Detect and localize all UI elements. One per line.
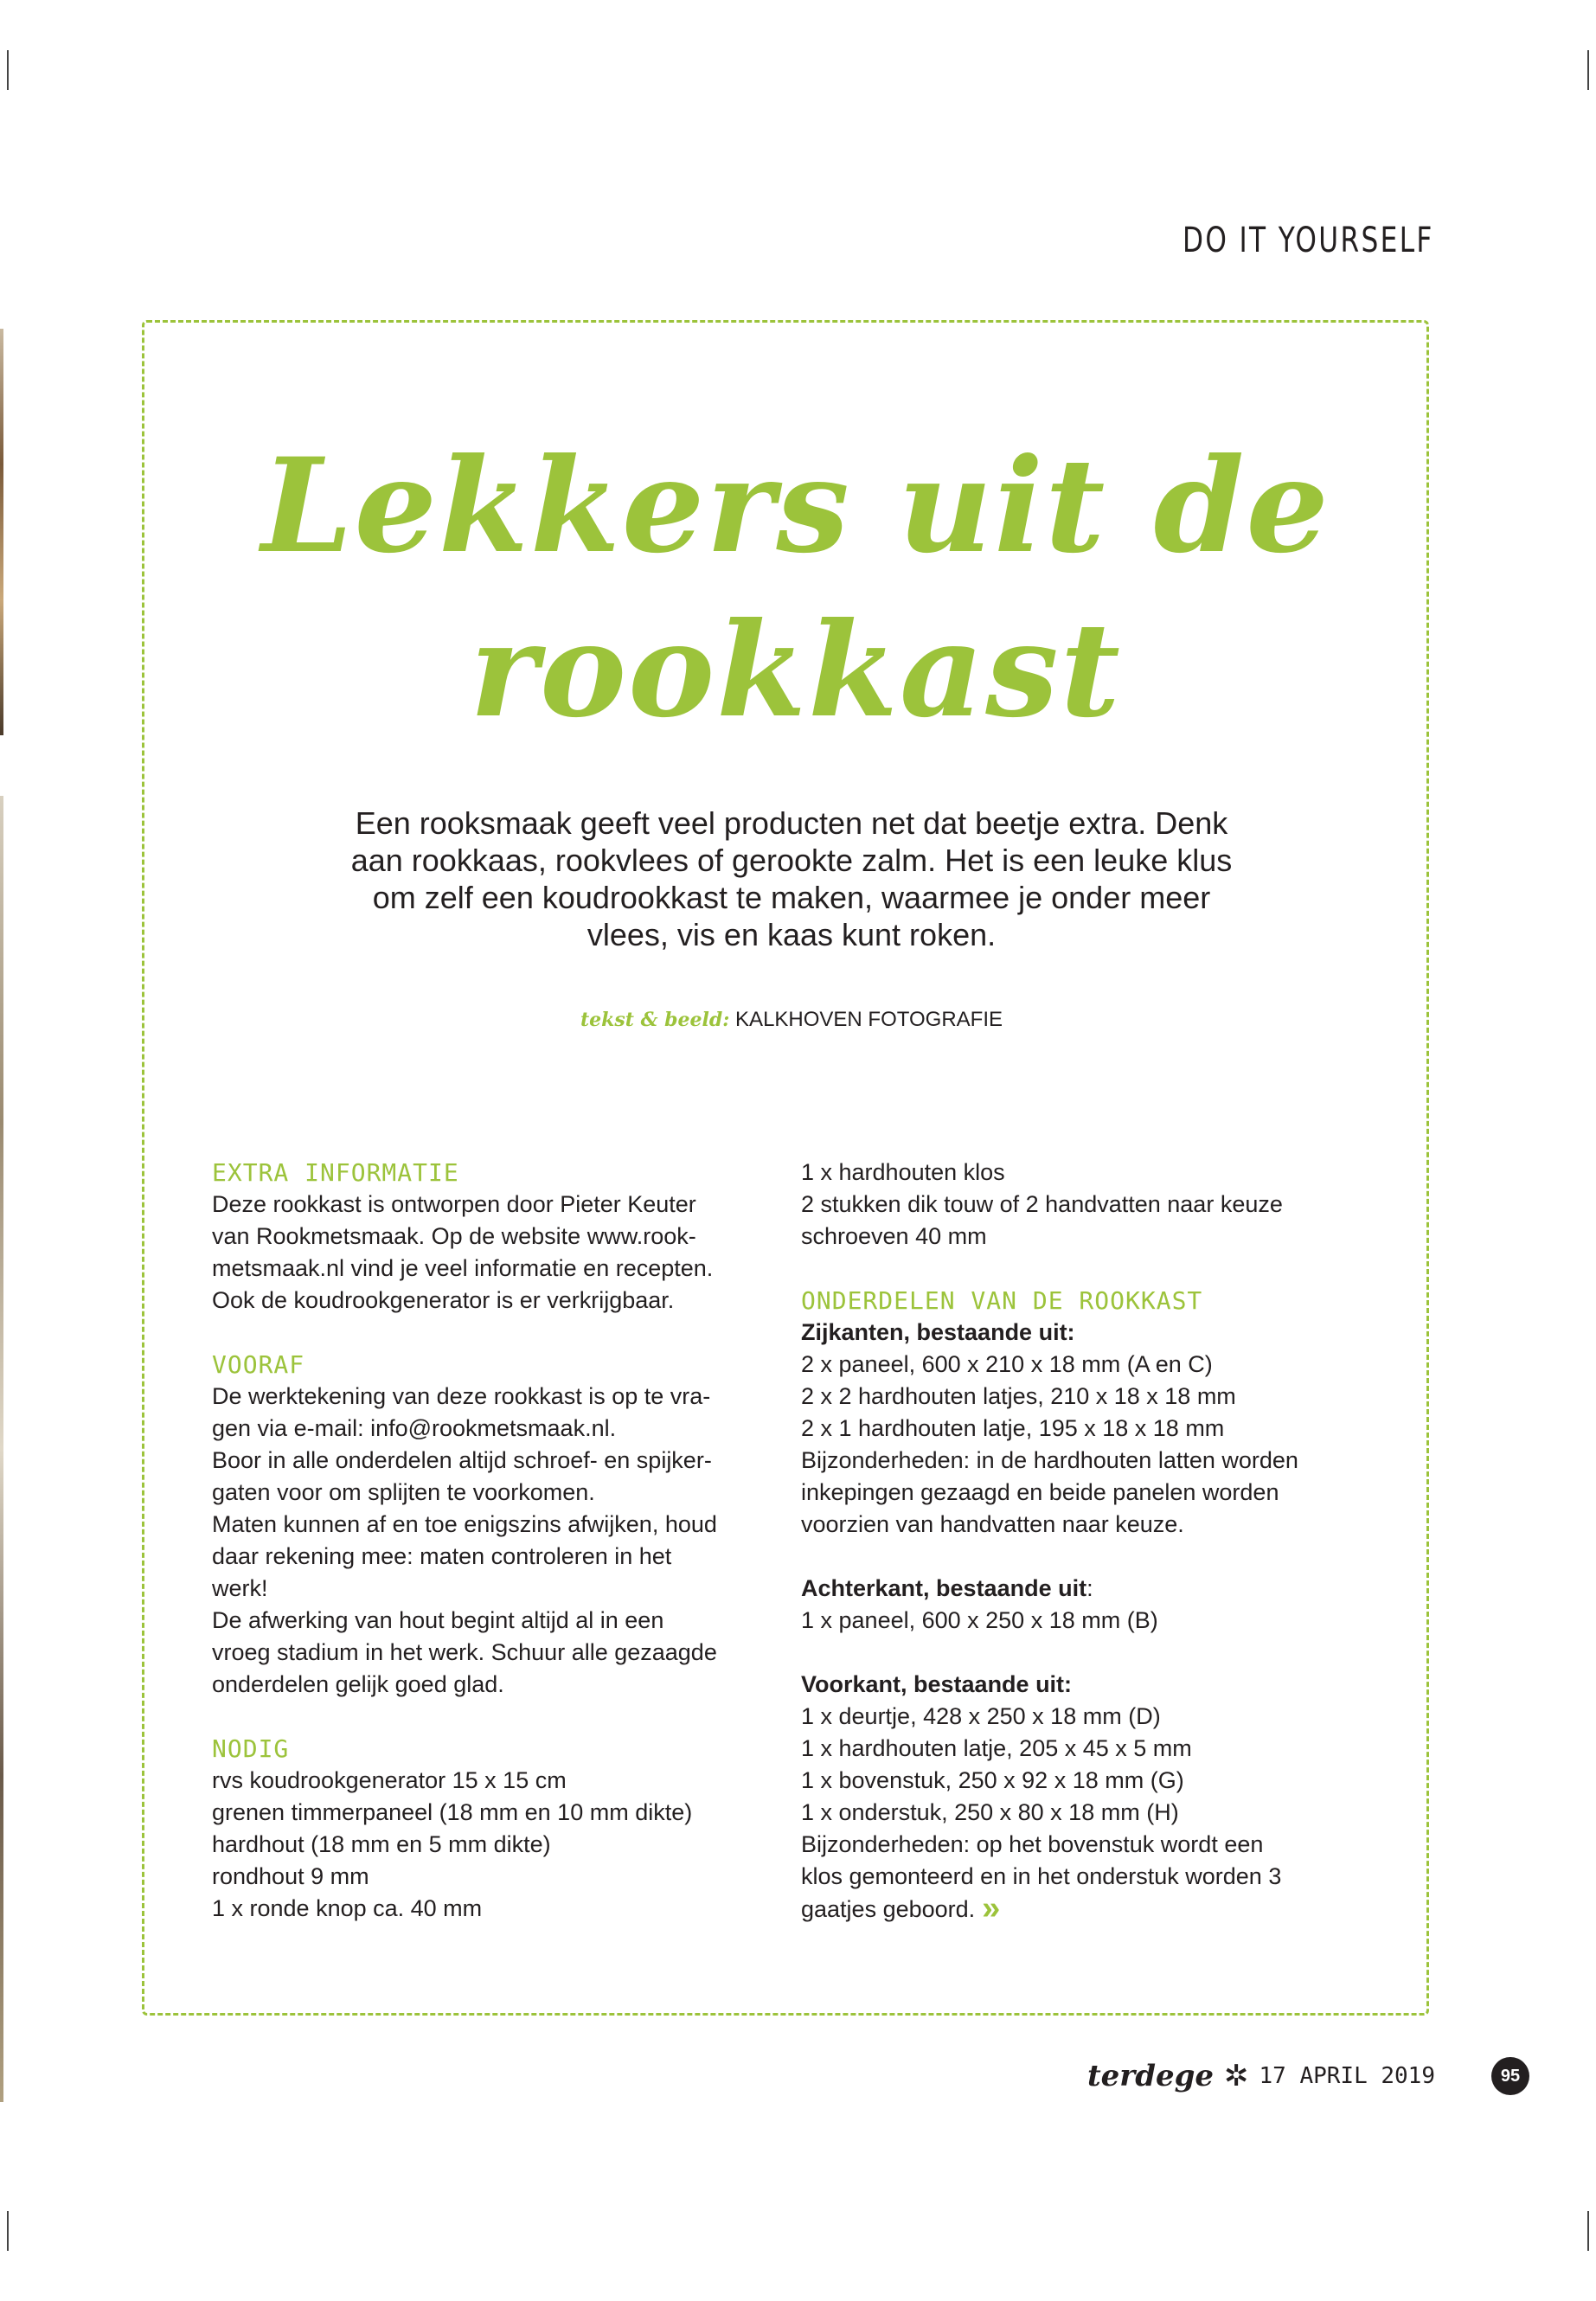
body-line: De werktekening van deze rookkast is op te vra-: [212, 1383, 711, 1409]
subheading-achterkant: [801, 1573, 1363, 1605]
subheading-zijkanten: Zijkanten, bestaande uit:: [801, 1319, 1075, 1345]
page-title: [216, 424, 1375, 753]
body-line: gen via e-mail: info@rookmetsmaak.nl.: [212, 1415, 617, 1441]
magazine-brand: terdege: [1086, 2059, 1214, 2093]
body-line: werk!: [212, 1575, 268, 1601]
list-item: 1 x hardhouten klos: [801, 1159, 1005, 1185]
crop-mark-bottom-left: [7, 2211, 9, 2251]
body-line: Maten kunnen af en toe enigszins afwijken, houd: [212, 1511, 717, 1537]
intro-paragraph: Een rooksmaak geeft veel producten net dat beetje extra. Denk aan rookkaas, rookvlees of gerookte zalm. Het is een leuke klus om zelf een koudrookkast te maken, waarmee je onder meer vlees, vis en kaas kunt roken.: [350, 805, 1233, 952]
star-separator-icon: ✲: [1224, 2060, 1249, 2093]
continue-arrow-icon: »: [982, 1890, 996, 1926]
list-item: Bijzonderheden: in de hardhouten latten worden: [801, 1447, 1298, 1473]
list-item: hardhout (18 mm en 5 mm dikte): [212, 1831, 551, 1857]
body-line: metsmaak.nl vind je veel informatie en recepten.: [212, 1255, 714, 1281]
list-item: 2 x paneel, 600 x 210 x 18 mm (A en C): [801, 1351, 1213, 1377]
heading-extra-informatie: EXTRA INFORMATIE: [212, 1158, 459, 1187]
list-item: 1 x bovenstuk, 250 x 92 x 18 mm (G): [801, 1767, 1184, 1793]
body-line: daar rekening mee: maten controleren in het: [212, 1543, 672, 1569]
body-line: Boor in alle onderdelen altijd schroef- en spijker-: [212, 1447, 712, 1473]
title-line-1: Lekkers uit de: [261, 430, 1330, 582]
heading-vooraf: VOORAF: [212, 1350, 305, 1379]
list-item: 2 x 1 hardhouten latje, 195 x 18 x 18 mm: [801, 1415, 1225, 1441]
body-line: gaten voor om splijten te voorkomen.: [212, 1479, 595, 1505]
list-item: grenen timmerpaneel (18 mm en 10 mm dikte): [212, 1799, 693, 1825]
body-line: van Rookmetsmaak. Op de website www.rook-: [212, 1223, 696, 1249]
list-item: 1 x onderstuk, 250 x 80 x 18 mm (H): [801, 1799, 1179, 1825]
body-line: Ook de koudrookgenerator is er verkrijgbaar.: [212, 1287, 675, 1313]
list-item: inkepingen gezaagd en beide panelen worden: [801, 1479, 1279, 1505]
list-item: Bijzonderheden: op het bovenstuk wordt een: [801, 1831, 1264, 1857]
crop-mark-top-right: [1587, 50, 1589, 90]
crop-mark-top-left: [7, 50, 9, 90]
facing-page-edge: [0, 329, 3, 735]
credit-name: KALKHOVEN FOTOGRAFIE: [735, 1008, 1003, 1031]
section-label: DO IT YOURSELF: [1183, 221, 1434, 260]
list-item: 1 x ronde knop ca. 40 mm: [212, 1895, 483, 1921]
list-item: 2 stukken dik touw of 2 handvatten naar keuze: [801, 1191, 1283, 1217]
list-item: 1 x paneel, 600 x 250 x 18 mm (B): [801, 1607, 1158, 1633]
list-item: 1 x hardhouten latje, 205 x 45 x 5 mm: [801, 1735, 1192, 1761]
last-line-text: gaatjes geboord.: [801, 1896, 976, 1922]
list-item-last: [801, 1890, 1363, 1926]
heading-onderdelen: ONDERDELEN VAN DE ROOKKAST: [801, 1286, 1203, 1315]
list-item: voorzien van handvatten naar keuze.: [801, 1511, 1184, 1537]
credit-line: [506, 1008, 1077, 1032]
facing-page-edge-lower: [0, 796, 3, 2102]
heading-nodig: NODIG: [212, 1734, 290, 1763]
right-column: [801, 1157, 1363, 1926]
body-line: vroeg stadium in het werk. Schuur alle gezaagde: [212, 1639, 717, 1665]
issue-date: 17 APRIL 2019: [1259, 2063, 1435, 2089]
list-item: 2 x 2 hardhouten latjes, 210 x 18 x 18 mm: [801, 1383, 1236, 1409]
list-item: klos gemonteerd en in het onderstuk worden 3: [801, 1863, 1282, 1889]
achterkant-colon: :: [1086, 1575, 1093, 1601]
title-line-2: rookkast: [470, 594, 1122, 747]
body-line: De afwerking van hout begint altijd al in een: [212, 1607, 664, 1633]
credit-label: tekst & beeld:: [580, 1009, 730, 1031]
list-item: schroeven 40 mm: [801, 1223, 987, 1249]
page-number: 95: [1491, 2057, 1529, 2095]
page-footer: [1087, 2059, 1435, 2093]
subheading-voorkant: Voorkant, bestaande uit:: [801, 1671, 1073, 1697]
list-item: rondhout 9 mm: [212, 1863, 369, 1889]
crop-mark-bottom-right: [1587, 2211, 1589, 2251]
achterkant-label: Achterkant, bestaande uit: [801, 1575, 1087, 1601]
body-line: onderdelen gelijk goed glad.: [212, 1671, 504, 1697]
body-line: Deze rookkast is ontworpen door Pieter Keuter: [212, 1191, 696, 1217]
list-item: rvs koudrookgenerator 15 x 15 cm: [212, 1767, 567, 1793]
left-column: [212, 1157, 766, 1925]
list-item: 1 x deurtje, 428 x 250 x 18 mm (D): [801, 1703, 1161, 1729]
